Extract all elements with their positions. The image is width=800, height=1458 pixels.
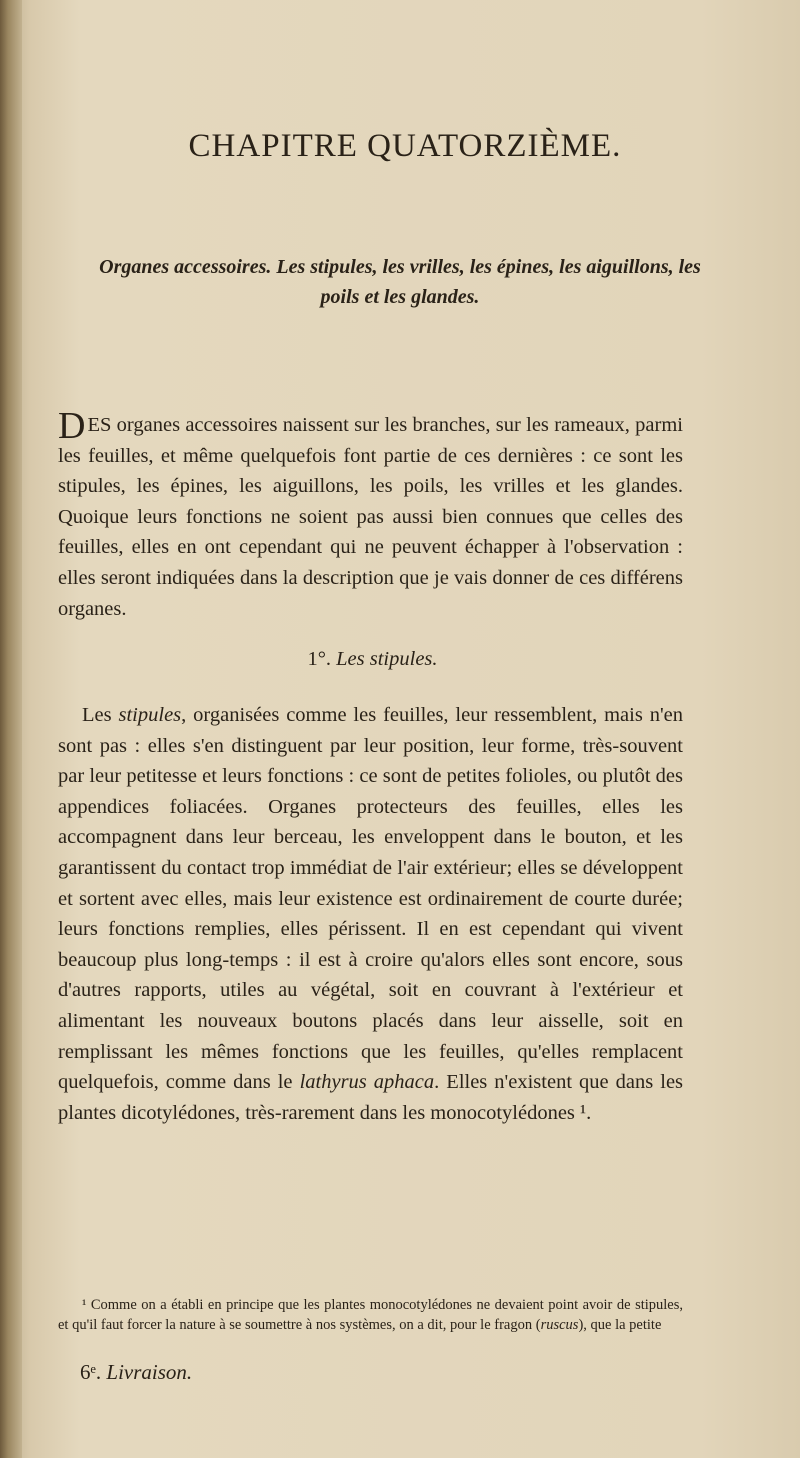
body-text: , organisées comme les feuilles, leur ressemblent, mais n'en sont pas : elles s'en distinguent par leur position, leur forme, très-souvent par leur petitesse et leurs fonctions : ce sont de petites folioles, ou plutôt des appendices foliacées. Organes protecteurs des feuilles, elles les accompagnent dans leur berceau, les enveloppent dans le bouton, et les garantissent du contact trop immédiat de l'air extérieur; elles se développent et sortent avec elles, mais leur existence est ordinairement de courte durée; leurs fonctions remplies, elles périssent. Il en est cependant qui vivent beaucoup plus long-temps : il est à croire qu'alors elles sont encore, sous d'autres rapports, utiles au végétal, soit en couvrant à l'extérieur et alimentant les nouveaux boutons placés dans leur aisselle, soit en remplissant les mêmes fonctions que les feuilles, qu'elles remplacent quelquefois, comme dans le <box>58 704 684 1094</box>
chapter-subtitle: Organes accessoires. Les stipules, les vrilles, les épines, les aiguillons, les poils et les glandes. <box>99 256 701 308</box>
footnote-species: ruscus <box>540 1317 579 1333</box>
section-number: 1°. <box>307 648 332 670</box>
body-tail: . Elles n'existent que dans les plantes dicotylédones, très-rarement dans les monocotylédones ¹. <box>58 1071 684 1124</box>
body-species: lathyrus aphaca <box>299 1071 435 1094</box>
body-term: stipules <box>118 704 182 726</box>
chapter-title: CHAPITRE QUATORZIÈME. <box>188 128 622 164</box>
intro-text: ES organes accessoires naissent sur les branches, sur les rameaux, parmi les feuilles, et même quelquefois font partie de ces dernières : ce sont les stipules, les épines, les aiguillons, les poils, les vrilles et les glandes. Quoique leurs fonctions ne soient pas aussi bien connues que celles des feuilles, elles en ont cependant qui ne peuvent échapper à l'observation : elles seront indiquées dans la description que je vais donner de ces différens organes. <box>58 414 683 620</box>
signature-label: Livraison. <box>106 1360 193 1384</box>
footnote-text: Comme on a établi en principe que les plantes monocotylédones ne devaient point avoir de stipules, et qu'il faut forcer la nature à se soumettre à nos systèmes, on a dit, pour le fragon ( <box>58 1297 683 1333</box>
body-paragraph <box>58 700 683 1128</box>
dropcap: D <box>58 405 86 447</box>
section-heading <box>60 648 685 671</box>
footnote-tail: ), que la petite <box>578 1317 662 1333</box>
body-lead: Les <box>82 704 112 726</box>
page-binding-edge <box>0 0 22 1458</box>
signature-number: 6ᵉ. <box>80 1360 102 1384</box>
footnote-marker: ¹ <box>82 1297 87 1313</box>
signature-mark <box>80 1360 192 1385</box>
intro-paragraph <box>58 405 683 624</box>
footnote <box>58 1295 683 1335</box>
section-title: Les stipules. <box>336 648 438 670</box>
